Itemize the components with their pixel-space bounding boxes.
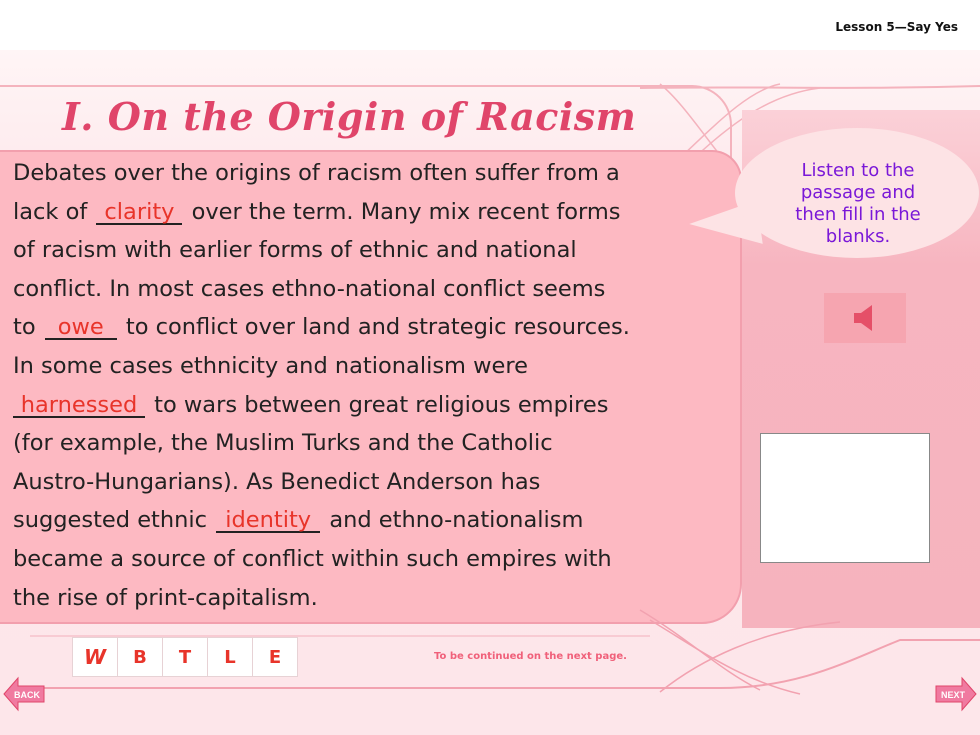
blank-answer-4[interactable]: identity [216, 509, 320, 533]
passage-text-fragment: to wars between great religious empires [147, 391, 609, 418]
continue-note: To be continued on the next page. [434, 651, 627, 662]
next-label: NEXT [940, 690, 966, 700]
blank-answer-3[interactable]: harnessed [13, 394, 145, 418]
next-button[interactable] [934, 676, 978, 712]
passage-line [13, 501, 733, 540]
tab-l[interactable]: L [208, 638, 253, 676]
instruction-line: passage and [800, 182, 916, 203]
instruction-line: then fill in the [795, 204, 921, 225]
header-bar [0, 0, 980, 50]
passage-line: Austro-Hungarians). As Benedict Anderson has [13, 468, 541, 495]
passage-line [13, 193, 733, 232]
passage-text [13, 154, 733, 617]
passage-text-fragment: over the term. Many mix recent forms [184, 198, 621, 225]
tab-b[interactable]: B [118, 638, 163, 676]
passage-text-fragment: and ethno-nationalism [322, 507, 584, 534]
speaker-icon [852, 303, 878, 333]
lesson-title: Lesson 5—Say Yes [835, 20, 958, 34]
passage-line: the rise of print-capitalism. [13, 584, 318, 611]
instruction-line: blanks. [825, 226, 891, 247]
passage-line: of racism with earlier forms of ethnic and national [13, 237, 577, 264]
back-button[interactable] [2, 676, 46, 712]
passage-line: In some cases ethnicity and nationalism were [13, 352, 528, 379]
passage-line: became a source of conflict within such empires with [13, 545, 612, 572]
audio-play-button[interactable] [824, 293, 906, 343]
skill-tabs [72, 637, 298, 677]
passage-text-fragment: to [13, 314, 43, 341]
tab-t[interactable]: T [163, 638, 208, 676]
back-label: BACK [14, 690, 40, 700]
passage-line: Debates over the origins of racism often suffer from a [13, 160, 620, 186]
passage-line [13, 308, 733, 347]
passage-line: (for example, the Muslim Turks and the Catholic [13, 430, 553, 457]
tab-w[interactable]: W [73, 638, 118, 676]
instruction-text [778, 160, 938, 248]
media-frame[interactable] [760, 433, 930, 563]
passage-text-fragment: suggested ethnic [13, 507, 215, 534]
tab-e[interactable]: E [268, 646, 282, 668]
blank-answer-1[interactable]: clarity [96, 201, 182, 225]
instruction-line: Listen to the [801, 160, 915, 181]
blank-answer-2[interactable]: owe [45, 316, 117, 340]
passage-text-fragment: to conflict over land and strategic resources. [118, 314, 630, 341]
page-title: I. On the Origin of Racism [62, 94, 637, 139]
passage-text-fragment: lack of [13, 198, 95, 225]
passage-line: conflict. In most cases ethno-national conflict seems [13, 275, 606, 302]
passage-line [13, 386, 733, 425]
